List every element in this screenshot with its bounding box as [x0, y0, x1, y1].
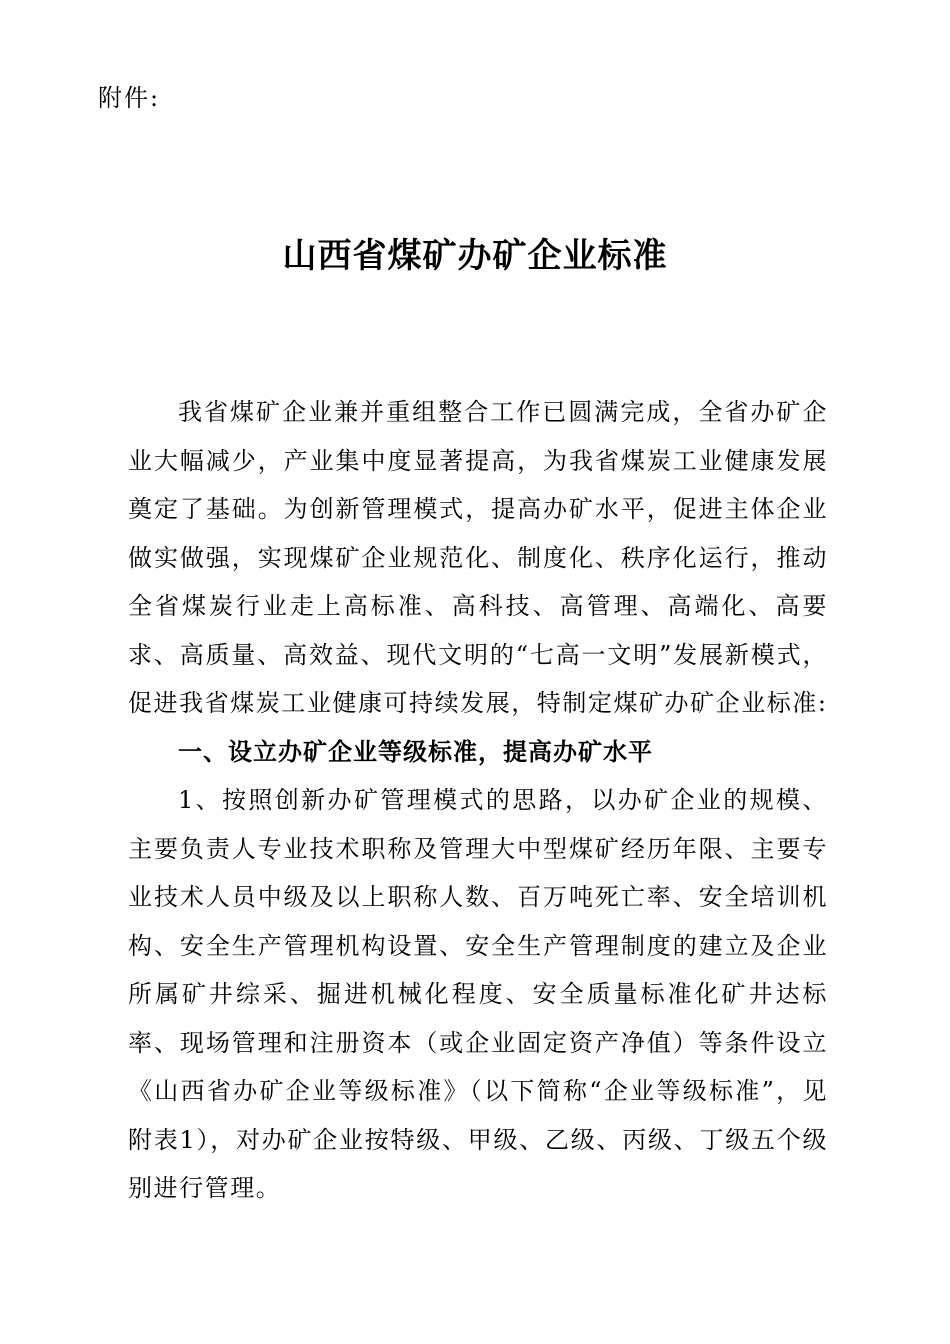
document-body [128, 388, 828, 1213]
clause-paragraph: 1、按照创新办矿管理模式的思路，以办矿企业的规模、主要负责人专业技术职称及管理大中型煤矿经历年限、主要专业技术人员中级及以上职称人数、百万吨死亡率、安全培训机构、安全生产管理机构设置、安全生产管理制度的建立及企业所属矿井综采、掘进机械化程度、安全质量标准化矿井达标率、现场管理和注册资本（或企业固定资产净值）等条件设立《山西省办矿企业等级标准》（以下简称“企业等级标准”，见附表1），对办矿企业按特级、甲级、乙级、丙级、丁级五个级别进行管理。 [128, 786, 828, 1202]
intro-paragraph: 我省煤矿企业兼并重组整合工作已圆满完成，全省办矿企业大幅减少，产业集中度显著提高，为我省煤炭工业健康发展奠定了基础。为创新管理模式，提高办矿水平，促进主体企业做实做强，实现煤矿企业规范化、制度化、秩序化运行，推动全省煤炭行业走上高标准、高科技、高管理、高端化、高要求、高质量、高效益、现代文明的“七高一文明”发展新模式，促进我省煤炭工业健康可持续发展，特制定煤矿办矿企业标准: [128, 398, 828, 717]
section-heading: 一、设立办矿企业等级标准，提高办矿水平 [178, 736, 653, 766]
attachment-label: 附件: [98, 84, 161, 112]
document-title: 山西省煤矿办矿企业标准 [282, 236, 668, 276]
